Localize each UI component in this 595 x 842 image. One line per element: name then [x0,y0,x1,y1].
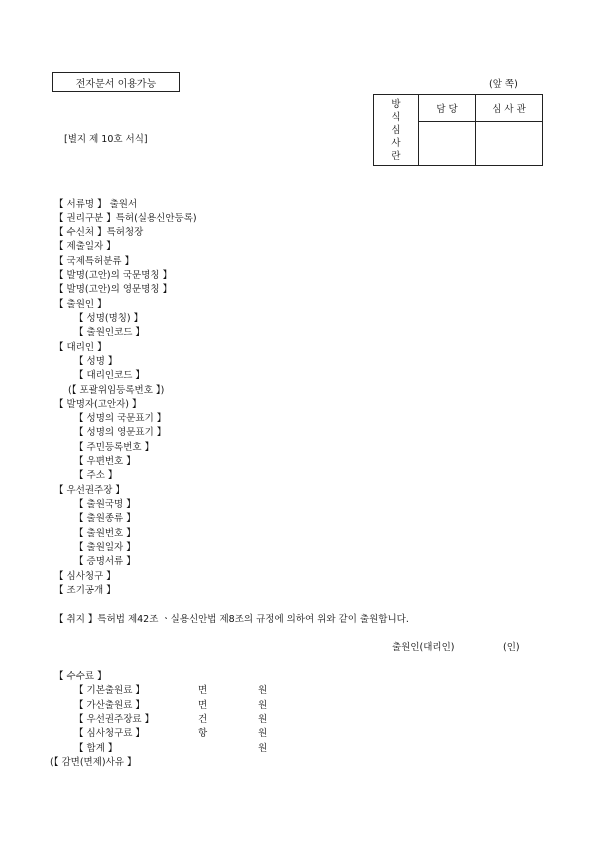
field-address: 【 주소 】 [74,470,118,481]
field-inventor-name-korean: 【 성명의 국문표기 】 [74,413,167,424]
field-applicant-code: 【 출원인코드 】 [74,327,145,338]
fee-basic-currency: 원 [258,685,268,696]
review-charge-cell [419,122,476,166]
field-applicant: 【 출원인 】 [54,299,107,310]
field-filing-type: 【 출원종류 】 [74,513,136,524]
field-title-english: 【 발명(고안)의 영문명칭 】 [54,284,173,295]
fee-additional-label: 【 가산출원료 】 [74,700,145,711]
field-submit-date: 【 제출일자 】 [54,241,116,252]
fee-total-label: 【 합계 】 [74,743,118,754]
fee-basic-unit: 면 [198,685,208,696]
field-agent: 【 대리인 】 [54,342,107,353]
field-ipc: 【 국제특허분류 】 [54,256,135,267]
fee-reduction-reason: (【 감면(면제)사유 】 [50,757,137,768]
fee-exam-label: 【 심사청구료 】 [74,728,145,739]
fee-basic-label: 【 기본출원료 】 [74,685,145,696]
fees-title: 【 수수료 】 [54,671,107,682]
fee-additional-unit: 면 [198,700,208,711]
field-agent-code: 【 대리인코드 】 [74,370,145,381]
field-exam-request: 【 심사청구 】 [54,571,116,582]
field-recipient: 【 수신처 】특허청장 [54,227,144,238]
purpose-statement: 【 취지 】특허법 제42조 ㆍ실용신안법 제8조의 규정에 의하여 위와 같이 출원합니다. [54,614,409,625]
fee-exam-unit: 항 [198,728,208,739]
field-filing-number: 【 출원번호 】 [74,528,136,539]
field-inventor-name-english: 【 성명의 영문표기 】 [74,427,167,438]
electronic-document-label: 전자문서 이용가능 [52,72,180,92]
field-power-of-attorney: (【 포괄위임등록번호 】) [68,385,165,396]
field-title-korean: 【 발명(고안)의 국문명칭 】 [54,270,173,281]
field-certificate: 【 증명서류 】 [74,556,136,567]
fee-priority-currency: 원 [258,714,268,725]
field-document-name: 【 서류명 】 출원서 [54,199,138,210]
review-table [373,94,543,166]
field-right-type: 【 권리구분 】특허(실용신안등록) [54,213,197,224]
review-side-label: 방 식 심 사 란 [374,95,419,166]
field-postal-code: 【 우편번호 】 [74,456,136,467]
field-filing-country: 【 출원국명 】 [74,499,136,510]
field-early-publication: 【 조기공개 】 [54,585,116,596]
form-number: [별지 제 10호 서식] [64,134,148,145]
applicant-signature-label: 출원인(대리인) [392,642,455,653]
field-resident-number: 【 주민등록번호 】 [74,442,155,453]
field-priority-claim: 【 우선권주장 】 [54,485,125,496]
fee-total-currency: 원 [258,743,268,754]
fee-priority-unit: 건 [198,714,208,725]
field-applicant-name: 【 성명(명칭) 】 [74,313,144,324]
review-col-charge: 담 당 [419,95,476,122]
fee-exam-currency: 원 [258,728,268,739]
fee-priority-label: 【 우선권주장료 】 [74,714,155,725]
field-inventor: 【 발명자(고안자) 】 [54,399,142,410]
fee-additional-currency: 원 [258,700,268,711]
field-agent-name: 【 성명 】 [74,356,118,367]
seal-mark: (인) [503,642,520,653]
page-side-label: (앞 쪽) [489,79,518,90]
review-col-examiner: 심 사 관 [476,95,543,122]
field-filing-date: 【 출원일자 】 [74,542,136,553]
review-examiner-cell [476,122,543,166]
